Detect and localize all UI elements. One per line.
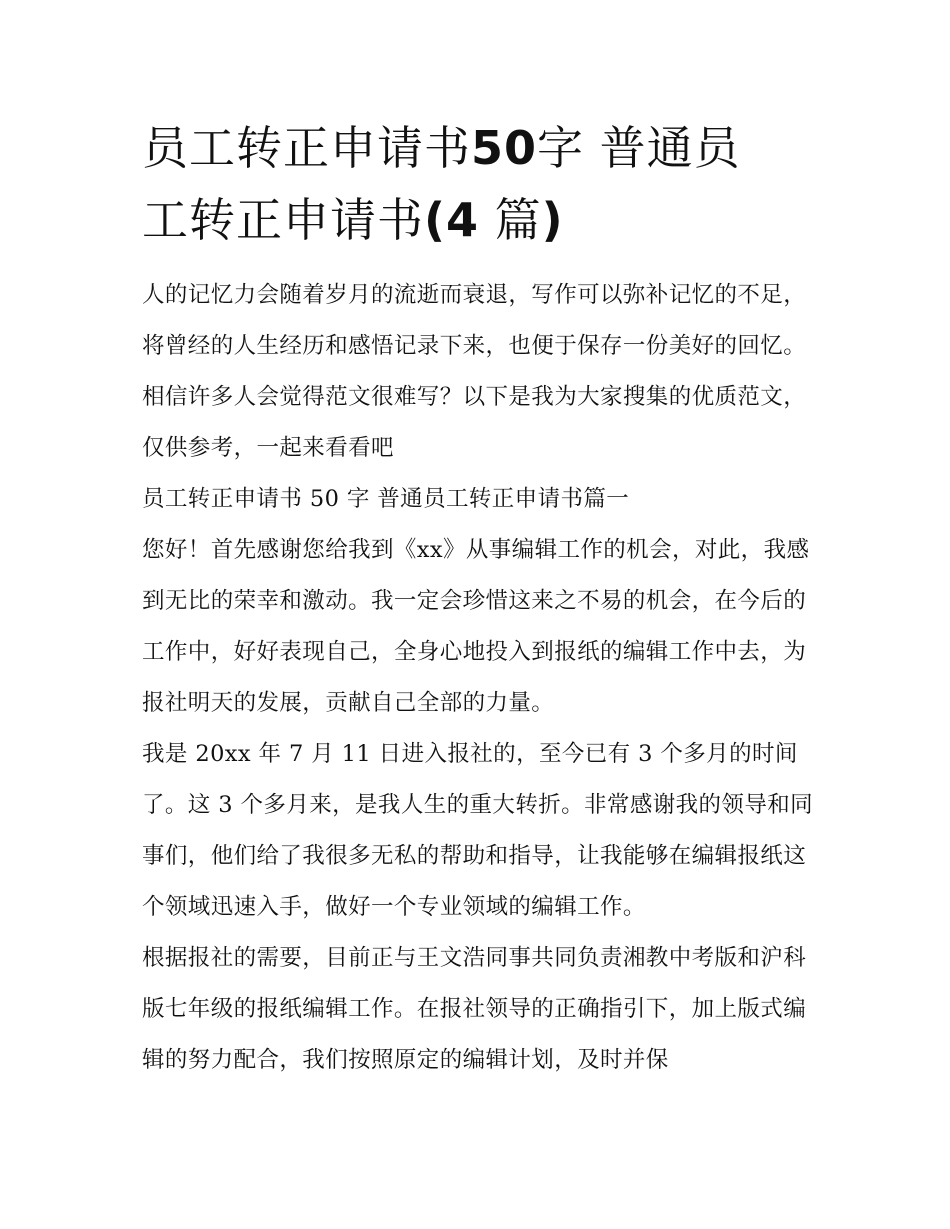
title-line2-text: 工转正申请书 [142,193,424,247]
body-paragraph-3: 根据报社的需要，目前正与王文浩同事共同负责湘教中考版和沪科版七年级的报纸编辑工作。在报社领导的正确指引下，加上版式编辑的努力配合，我们按照原定的编辑计划，及时并保 [142,945,807,1073]
title-line1-number: 50 [471,121,538,175]
document-title [142,112,814,256]
section-heading: 员工转正申请书 50 字 普通员工转正申请书篇一 [142,486,630,512]
title-line2-number: (4 [424,193,480,247]
body-paragraph-1: 您好！首先感谢您给我到《xx》从事编辑工作的机会，对此，我感到无比的荣幸和激动。我一定会珍惜这来之不易的机会，在今后的工作中，好好表现自己，全身心地投入到报纸的编辑工作中去，为报社明天的发展，贡献自己全部的力量。 [142,537,810,716]
title-line1-text-end: 字 普通员 [537,121,741,175]
body-paragraph-2: 我是 20xx 年 7 月 11 日进入报社的，至今已有 3 个多月的时间了。这 3 个多月来，是我人生的重大转折。非常感谢我的领导和同事们，他们给了我很多无私的帮助和指导，让我能够在编辑报纸这个领域迅速入手，做好一个专业领域的编辑工作。 [142,741,814,920]
intro-paragraph: 人的记忆力会随着岁月的流逝而衰退，写作可以弥补记忆的不足，将曾经的人生经历和感悟记录下来，也便于保存一份美好的回忆。相信许多人会觉得范文很难写？以下是我为大家搜集的优质范文，仅供参考，一起来看看吧 [142,282,807,461]
title-line1-text: 员工转正申请书 [142,121,471,175]
title-line2-word: 篇 [494,193,542,247]
document-page [142,112,814,1086]
title-line2-close: ) [541,193,564,247]
